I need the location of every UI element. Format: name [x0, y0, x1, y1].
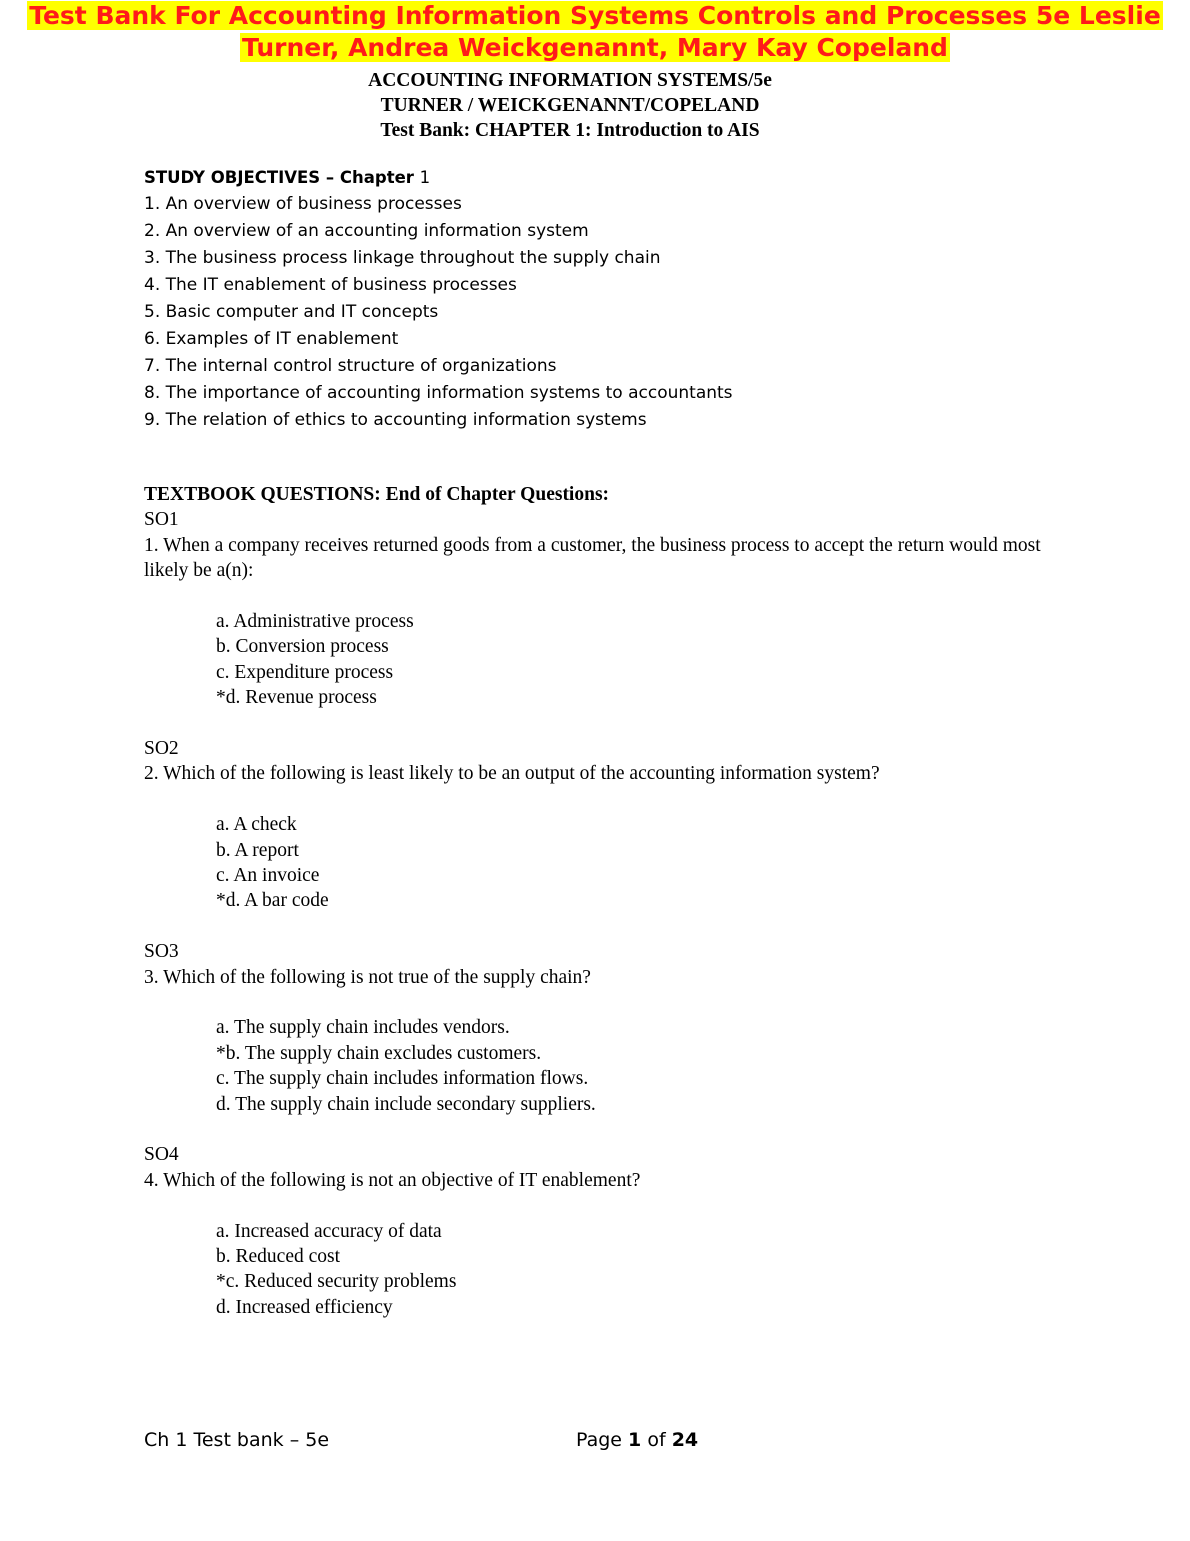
objective-item: 6. Examples of IT enablement — [144, 329, 399, 349]
answer-choice: b. A report — [216, 839, 299, 861]
banner-line-2: Turner, Andrea Weickgenannt, Mary Kay Copeland — [242, 33, 948, 62]
answer-choice: *b. The supply chain excludes customers. — [216, 1042, 542, 1064]
answer-choice: c. An invoice — [216, 865, 320, 887]
answer-choice: c. The supply chain includes information flows. — [216, 1068, 589, 1090]
answer-choice: a. Increased accuracy of data — [216, 1220, 442, 1242]
page-prefix: Page — [576, 1429, 622, 1451]
objective-item: 7. The internal control structure of organizations — [144, 356, 557, 376]
page-of: of — [647, 1429, 666, 1451]
study-objective-tag: SO3 — [144, 941, 179, 963]
answer-choice: *c. Reduced security problems — [216, 1271, 457, 1293]
objectives-heading-text: STUDY OBJECTIVES – Chapter — [144, 168, 414, 187]
answer-choice: b. Conversion process — [216, 636, 389, 658]
objectives-heading — [144, 164, 733, 191]
question-item — [144, 1142, 1064, 1320]
title-banner — [0, 0, 1190, 64]
current-page-number: 1 — [628, 1429, 642, 1451]
objective-item: 5. Basic computer and IT concepts — [144, 302, 439, 322]
objective-item: 4. The IT enablement of business processes — [144, 275, 517, 295]
objectives-list — [144, 191, 733, 434]
answer-choices — [216, 1015, 1064, 1117]
textbook-questions — [144, 482, 1064, 1346]
question-item — [144, 736, 1064, 914]
question-item — [144, 939, 1064, 1117]
answer-choice: d. The supply chain include secondary suppliers. — [216, 1093, 596, 1115]
answer-choice: *d. A bar code — [216, 890, 329, 912]
question-text: 4. Which of the following is not an objective of IT enablement? — [144, 1169, 641, 1191]
objective-item: 2. An overview of an accounting information system — [144, 221, 589, 241]
header-line-2: TURNER / WEICKGENANNT/COPELAND — [380, 95, 760, 116]
answer-choice: a. Administrative process — [216, 611, 414, 633]
header-line-3: Test Bank: CHAPTER 1: Introduction to AIS — [380, 120, 760, 141]
objectives-heading-number: 1 — [419, 168, 431, 187]
answer-choice: d. Increased efficiency — [216, 1296, 393, 1318]
total-page-count: 24 — [671, 1429, 699, 1451]
objective-item: 9. The relation of ethics to accounting information systems — [144, 410, 647, 430]
answer-choices — [216, 1219, 1064, 1321]
question-item — [144, 507, 1064, 710]
footer-document-name: Ch 1 Test bank – 5e — [144, 1429, 330, 1451]
question-text: 3. Which of the following is not true of the supply chain? — [144, 966, 591, 988]
answer-choices — [216, 812, 1064, 914]
question-text: 1. When a company receives returned goods from a customer, the business process to accept the return would most likely be a(n): — [144, 534, 1041, 582]
header-line-1: ACCOUNTING INFORMATION SYSTEMS/5e — [368, 70, 772, 91]
answer-choice: c. Expenditure process — [216, 661, 394, 683]
answer-choice: *d. Revenue process — [216, 687, 377, 709]
study-objective-tag: SO1 — [144, 509, 179, 531]
banner-line-1: Test Bank For Accounting Information Systems Controls and Processes 5e Leslie — [29, 1, 1161, 30]
page-indicator — [576, 1426, 698, 1454]
document-header — [240, 68, 900, 143]
answer-choices — [216, 609, 1064, 711]
answer-choice: a. A check — [216, 814, 297, 836]
study-objectives — [144, 164, 733, 434]
objective-item: 8. The importance of accounting information systems to accountants — [144, 383, 733, 403]
objective-item: 1. An overview of business processes — [144, 194, 462, 214]
answer-choice: b. Reduced cost — [216, 1246, 341, 1268]
objective-item: 3. The business process linkage throughout the supply chain — [144, 248, 661, 268]
study-objective-tag: SO2 — [144, 738, 179, 760]
study-objective-tag: SO4 — [144, 1144, 179, 1166]
question-text: 2. Which of the following is least likely to be an output of the accounting information system? — [144, 763, 880, 785]
answer-choice: a. The supply chain includes vendors. — [216, 1017, 510, 1039]
questions-section-title: TEXTBOOK QUESTIONS: End of Chapter Questions: — [144, 484, 610, 505]
